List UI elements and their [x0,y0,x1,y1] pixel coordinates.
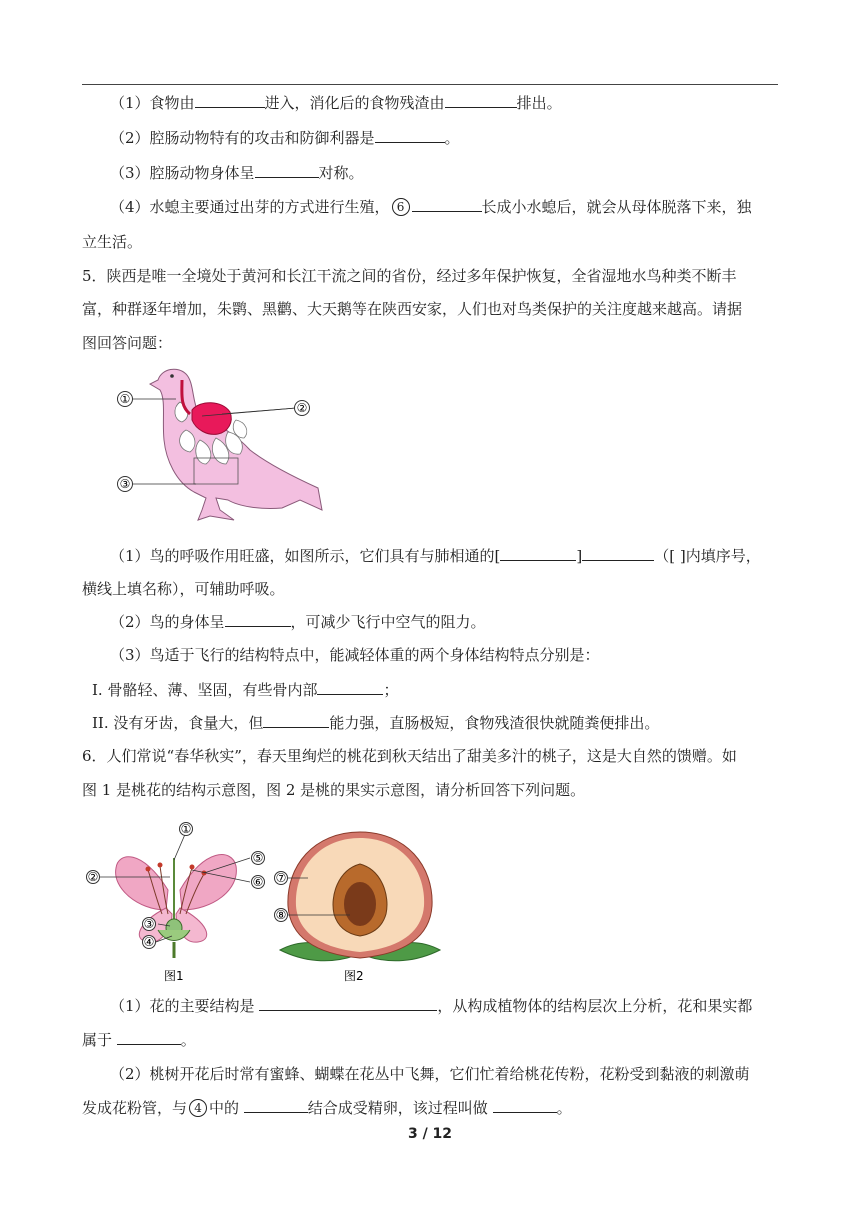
answer-blank[interactable] [375,128,445,143]
fig1-label-2: ② [87,870,99,884]
q4-item-4: （4）水螅主要通过出芽的方式进行生殖， 6 长成小水螅后，就会从母体脱落下来，独 [110,198,752,216]
q5-item-1: （1）鸟的呼吸作用旺盛，如图所示，它们具有与肺相通的[ ] （[ ]内填序号， [110,547,761,565]
q6-item-2-cont: 发成花粉管，与 4 中的 结合成受精卵，该过程叫做 。 [82,1099,572,1117]
label-1: ① [119,392,131,406]
answer-blank[interactable] [412,197,482,212]
q6-item-1: （1）花的主要结构是 ，从构成植物体的结构层次上分析，花和果实都 [110,997,753,1015]
fig1-label-4: ④ [143,935,155,949]
circled-number: 6 [392,198,410,216]
bird-figure [110,360,335,530]
bird-eye [170,374,174,378]
answer-blank[interactable] [259,996,437,1011]
answer-blank[interactable] [263,713,329,728]
q5-intro-2: 富，种群逐年增加，朱鹮、黑鹳、大天鹅等在陕西安家，人们也对鸟类保护的关注度越来越高。请据 [82,300,743,318]
seed [344,882,376,926]
q6-intro-2: 图 1 是桃花的结构示意图，图 2 是桃的果实示意图，请分析回答下列问题。 [82,781,586,799]
fig1-label-5: ⑤ [252,851,264,865]
answer-blank[interactable] [445,93,517,108]
label-2: ② [296,401,308,415]
q4-item-4-cont: 立生活。 [82,233,143,251]
q6-intro-1: 6．人们常说“春华秋实”，春天里绚烂的桃花到秋天结出了甜美多汁的桃子，这是大自然的馈赠。如 [82,747,737,765]
q4-item-3: （3）腔肠动物身体呈 对称。 [110,164,364,182]
answer-blank[interactable] [500,546,576,561]
fig1-label-1: ① [180,822,192,836]
answer-blank[interactable] [225,612,291,627]
fig2-caption: 图2 [344,969,364,983]
answer-blank[interactable] [582,546,654,561]
fig2-label-7: ⑦ [275,871,287,885]
q5-item-2: （2）鸟的身体呈 ，可减少飞行中空气的阻力。 [110,613,486,631]
q6-item-1-cont: 属于 。 [82,1031,196,1049]
q6-item-2: （2）桃树开花后时常有蜜蜂、蝴蝶在花丛中飞舞，它们忙着给桃花传粉，花粉受到黏液的刺激萌 [110,1065,750,1083]
peach-figure [266,818,446,988]
receptacle [158,930,190,941]
page-number: 3 / 12 [407,1126,453,1142]
fig1-caption: 图1 [164,969,184,983]
label-3: ③ [119,477,131,491]
answer-blank[interactable] [317,680,383,695]
q4-item-2: （2）腔肠动物特有的攻击和防御利器是 。 [110,129,460,147]
answer-blank[interactable] [493,1098,557,1113]
q5-item-1-cont: 横线上填名称），可辅助呼吸。 [82,580,285,598]
fig1-label-6: ⑥ [252,875,264,889]
q4-item-1: （1）食物由 进入，消化后的食物残渣由 排出。 [110,94,562,112]
petal [180,855,236,910]
flower-figure [82,818,272,988]
header-rule [82,84,778,85]
circled-number: 4 [189,1099,207,1117]
answer-blank[interactable] [195,93,265,108]
q5-sub-2: II. 没有牙齿，食量大，但 能力强，直肠极短，食物残渣很快就随粪便排出。 [92,714,660,732]
answer-blank[interactable] [244,1098,308,1113]
answer-blank[interactable] [255,163,319,178]
q5-intro-3: 图回答问题： [82,334,173,352]
answer-blank[interactable] [117,1030,181,1045]
fig2-label-8: ⑧ [275,908,287,922]
q5-item-3: （3）鸟适于飞行的结构特点中，能减轻体重的两个身体结构特点分别是： [110,646,600,664]
q5-sub-1: I. 骨骼轻、薄、坚固，有些骨内部 ； [92,681,399,699]
q5-intro-1: 5．陕西是唯一全境处于黄河和长江干流之间的省份，经过多年保护恢复，全省湿地水鸟种类不断丰 [82,267,737,285]
fig1-label-3: ③ [143,917,155,931]
